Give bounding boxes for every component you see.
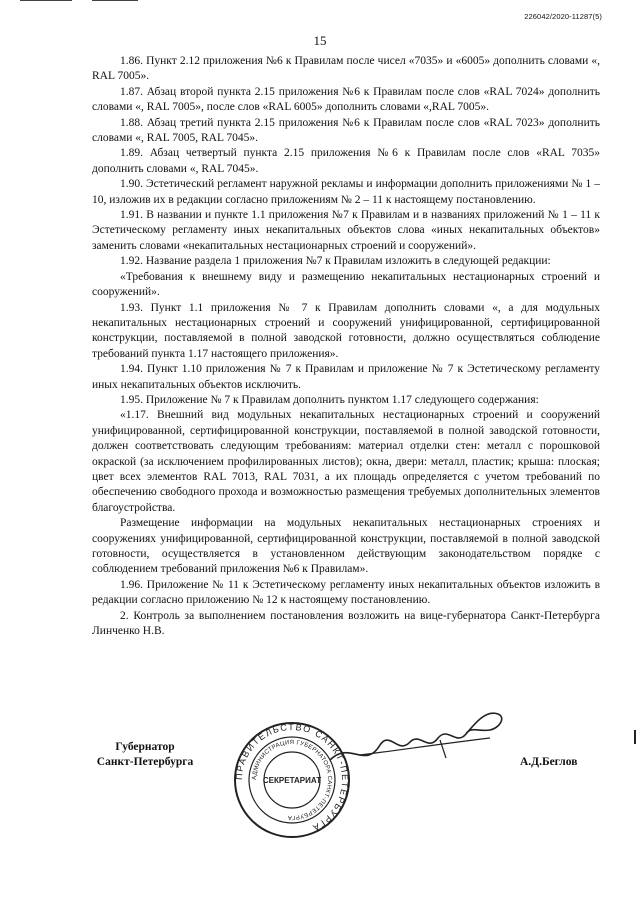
paragraph-1-87: 1.87. Абзац второй пункта 2.15 приложения №6 к Правилам после слов «RAL 7024» дополнить словами «, RAL 7005», после слов «RAL 6005» дополнить словами «,RAL 7005». [92,85,600,114]
svg-text:АДМИНИСТРАЦИЯ ГУБЕРНАТОРА САНК: АДМИНИСТРАЦИЯ ГУБЕРНАТОРА САНКТ-ПЕТЕРБУРГА [251,739,333,821]
paragraph-1-96: 1.96. Приложение № 11 к Эстетическому регламенту иных некапитальных объектов изложить в редакции согласно приложению № 12 к настоящему постановлению. [92,578,600,607]
paragraph-1-17-text: «1.17. Внешний вид модульных некапитальных нестационарных строений и сооружений унифицированной, сертифицированной конструкции, поставляемой в полной заводской готовности, должен соответствовать следующим требованиям: материал отделки стен: металл с порошковой окраской (за исключением профилированных листов); окна, двери: металл, пластик; крыша: плоская; цвет всех элементов RAL 7013, RAL 7031, а их площадь определяется с учетом требований по обеспечению свободного прохода и возможностью размещения требуемых дополнительных элементов благоустройства. [92,409,600,514]
paragraph-1-91: 1.91. В названии и пункте 1.1 приложения №7 к Правилам и в названиях приложений № 1 – 11 к Эстетическому регламенту иных некапитальных объектов слова «иных некапитальных объектов» заменить словами «некапитальных нестационарных строений и сооружений». [92,209,600,252]
signatory-role [70,740,220,770]
svg-text:ПРАВИТЕЛЬСТВО САНКТ-ПЕТЕРБУРГА: ПРАВИТЕЛЬСТВО САНКТ-ПЕТЕРБУРГА [233,721,351,834]
paragraph-1-88: 1.88. Абзац третий пункта 2.15 приложения №6 к Правилам после слов «RAL 7023» дополнить словами «, RAL 7005, RAL 7045». [92,116,600,145]
scan-edge-line-left [20,0,72,1]
role-line-2: Санкт-Петербурга [96,756,194,768]
paragraph-1-93: 1.93. Пункт 1.1 приложения № 7 к Правилам дополнить словами «, а для модульных некапитальных нестационарных строений и сооружений унифицированной, сертифицированной конструкции, поставляемой в полной заводской готовности, должно осуществляться соблюдение требований пункта 1.17 настоящего приложения». [92,301,600,360]
paragraph-1-90: 1.90. Эстетический регламент наружной рекламы и информации дополнить приложениями № 1 – 10, изложив их в редакции согласно приложениям № 2 – 11 к настоящему постановлению. [92,178,600,206]
role-line-1: Губернатор [115,741,175,753]
document-body [92,54,600,639]
paragraph-1-92: 1.92. Название раздела 1 приложения №7 к Правилам изложить в следующей редакции: [120,255,551,268]
svg-text:СЕКРЕТАРИАТ: СЕКРЕТАРИАТ [262,776,322,785]
signatory-name: А.Д.Беглов [520,756,578,768]
margin-mark [634,730,636,744]
paragraph-1-95: 1.95. Приложение № 7 к Правилам дополнить пунктом 1.17 следующего содержания: [120,393,539,406]
paragraph-1-17-info: Размещение информации на модульных некапитальных нестационарных строениях и сооружениях унифицированной, сертифицированной конструкции, поставляемой в полной заводской готовности, осуществляется в установленном действующим законодательством порядке с соблюдением требований приложения №6 к Правилам». [92,517,600,576]
paragraph-1-86: 1.86. Пункт 2.12 приложения №6 к Правилам после чисел «7035» и «6005» дополнить словами «, RAL 7005». [92,55,600,83]
signature-block [0,700,640,860]
scan-edge-line-right [92,0,138,1]
paragraph-2: 2. Контроль за выполнением постановления возложить на вице-губернатора Санкт-Петербурга Линченко Н.В. [92,609,600,638]
page-number: 15 [313,33,327,48]
paragraph-1-89: 1.89. Абзац четвертый пункта 2.15 приложения №6 к Правилам после слов «RAL 7035» дополнить словами «, RAL 7045». [92,147,600,175]
document-code: 226042/2020-11287(5) [524,12,602,21]
paragraph-1-92-quote: «Требования к внешнему виду и размещению некапитальных нестационарных строений и сооружений». [92,270,600,299]
paragraph-1-94: 1.94. Пункт 1.10 приложения № 7 к Правилам и приложение № 7 к Эстетическому регламенту иных некапитальных объектов исключить. [92,363,600,391]
handwritten-signature-icon [320,700,520,780]
